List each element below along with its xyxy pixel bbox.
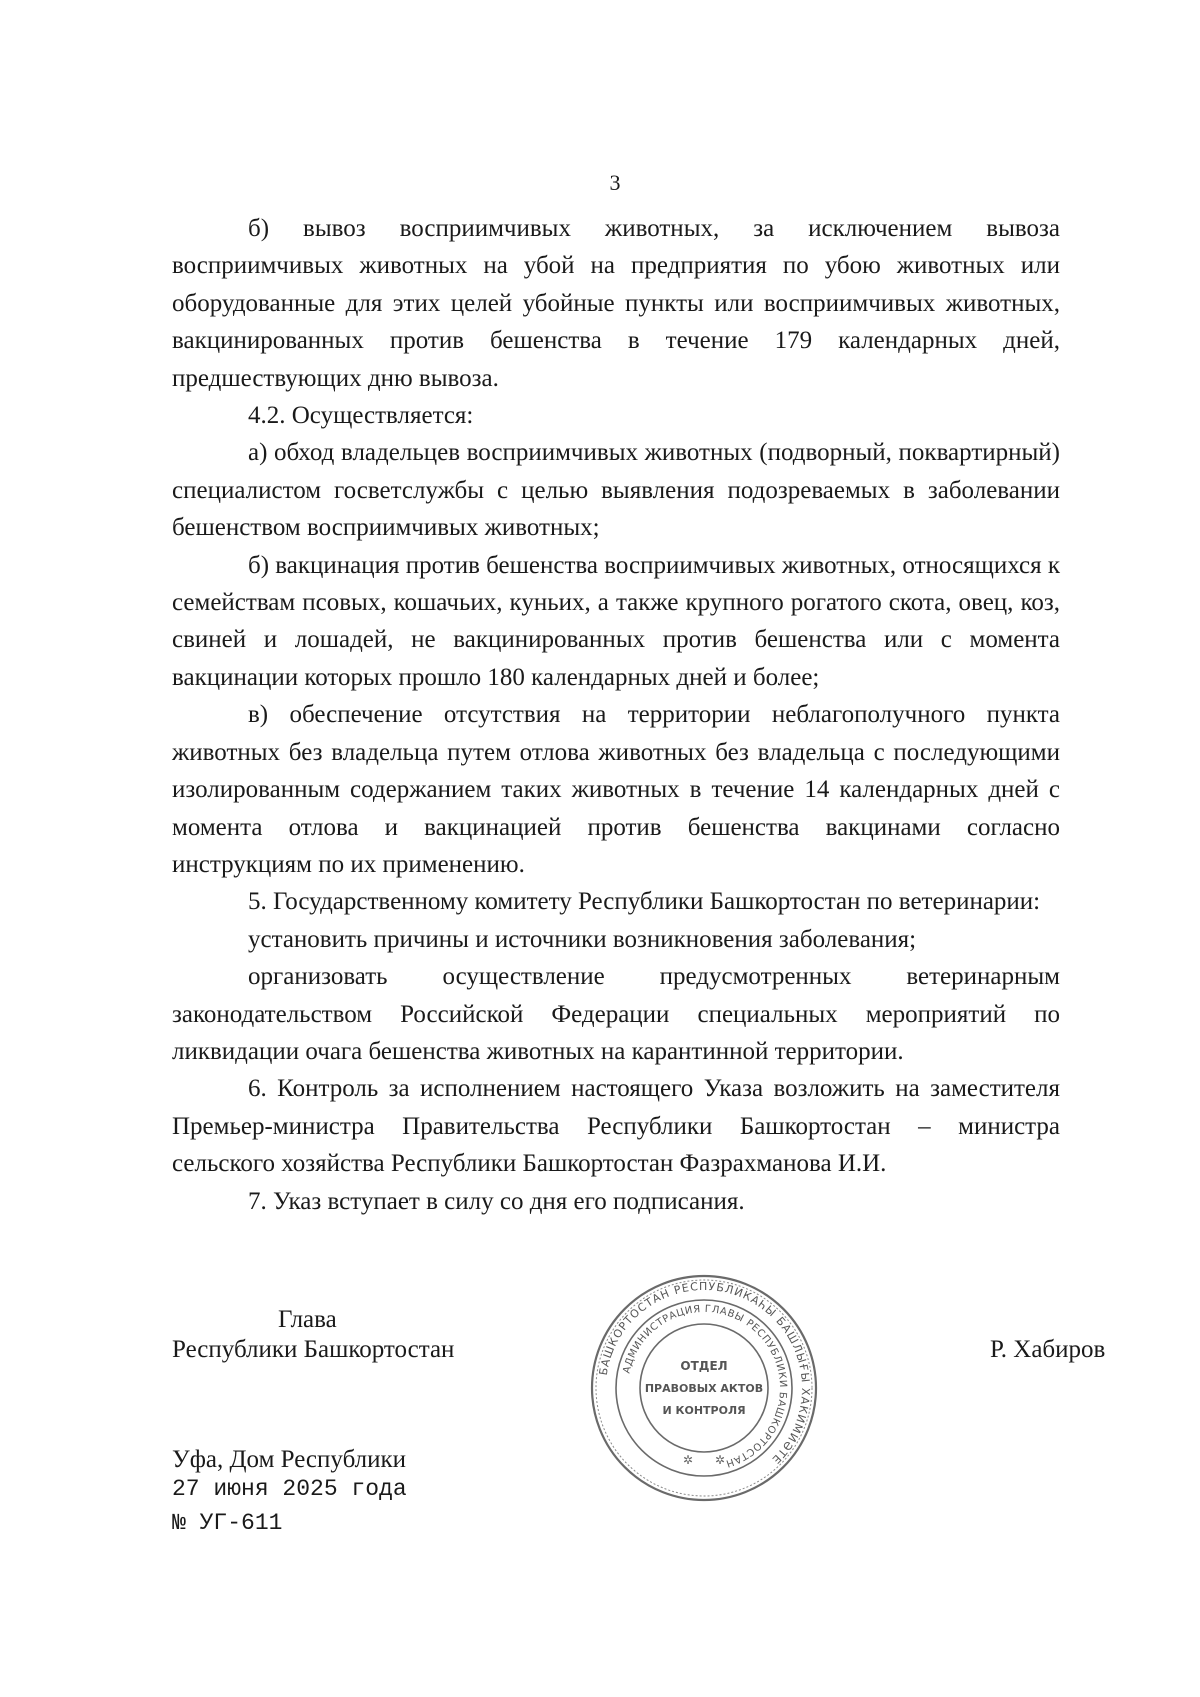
- paragraph-5-committee: 5. Государственному комитету Республики Башкортостан по ветеринарии:: [248, 888, 1041, 916]
- signatory-title-line2: Республики Башкортостан: [172, 1336, 455, 1363]
- paragraph-7-effective: 7. Указ вступает в силу со дня его подписания.: [248, 1187, 745, 1215]
- page-number: 3: [609, 170, 621, 195]
- official-stamp: [584, 1268, 824, 1508]
- signatory-name: Р. Хабиров: [990, 1336, 1106, 1363]
- stamp-star-left-icon: ✲: [682, 1453, 694, 1467]
- stamp-center-line1: ОТДЕЛ: [680, 1359, 728, 1373]
- issue-place: Уфа, Дом Республики: [172, 1446, 407, 1473]
- stamp-star-right-icon: ✲: [714, 1453, 726, 1467]
- stamp-middle-text: АДМИНИСТРАЦИЯ ГЛАВЫ РЕСПУБЛИКИ БАШКОРТОСТАН: [621, 1303, 789, 1469]
- issue-date: 27 июня 2025 года: [172, 1476, 407, 1502]
- paragraph-6-control: 6. Контроль за исполнением настоящего Указа возложить на заместителя Премьер-министра Правительства Республики Башкортостан – министра сельского хозяйства Республики Башкортостан Фазрахманова И.И.: [172, 1075, 1060, 1178]
- paragraph-v-stray-animals: в) обеспечение отсутствия на территории неблагополучного пункта животных без владельца путем отлова животных без владельца с последующими изолированным содержанием таких животных в течение 14 календарных дней с момента отлова и вакцинацией против бешенства вакцинами согласно инструкциям по их применению.: [172, 701, 1060, 878]
- signatory-title: [172, 1305, 454, 1365]
- paragraph-4-2-heading: 4.2. Осуществляется:: [248, 402, 474, 430]
- stamp-center-line3: И КОНТРОЛЯ: [662, 1404, 746, 1417]
- document-body: [172, 210, 1060, 1220]
- paragraph-a-inspection: а) обход владельцев восприимчивых животных (подворный, поквартирный) специалистом госветслужбы с целью выявления подозреваемых в заболевании бешенством восприимчивых животных;: [172, 439, 1060, 542]
- paragraph-b-vaccination: б) вакцинация против бешенства восприимчивых животных, относящихся к семействам псовых, кошачьих, куньих, а также крупного рогатого скота, овец, коз, свиней и лошадей, не вакцинированных против бешенства или с момента вакцинации которых прошло 180 календарных дней и более;: [172, 551, 1060, 691]
- stamp-center-line2: ПРАВОВЫХ АКТОВ: [644, 1382, 764, 1395]
- stamp-outer-text: БАШКОРТОСТАН РЕСПУБЛИКАҺЫ БАШЛЫҒЫ ХАКИМИӘТЕ: [596, 1279, 813, 1467]
- paragraph-5-causes: установить причины и источники возникновения заболевания;: [248, 925, 917, 953]
- paragraph-b-export: б) вывоз восприимчивых животных, за исключением вывоза восприимчивых животных на убой на предприятия по убою животных или оборудованные для этих целей убойные пункты или восприимчивых животных, вакцинированных против бешенства в течение 179 календарных дней, предшествующих дню вывоза.: [172, 215, 1060, 392]
- decree-number: № УГ-611: [172, 1510, 283, 1536]
- paragraph-5-measures: организовать осуществление предусмотренных ветеринарным законодательством Российской Федерации специальных мероприятий по ликвидации очага бешенства животных на карантинной территории.: [172, 963, 1060, 1065]
- signatory-title-line1: Глава: [278, 1306, 337, 1333]
